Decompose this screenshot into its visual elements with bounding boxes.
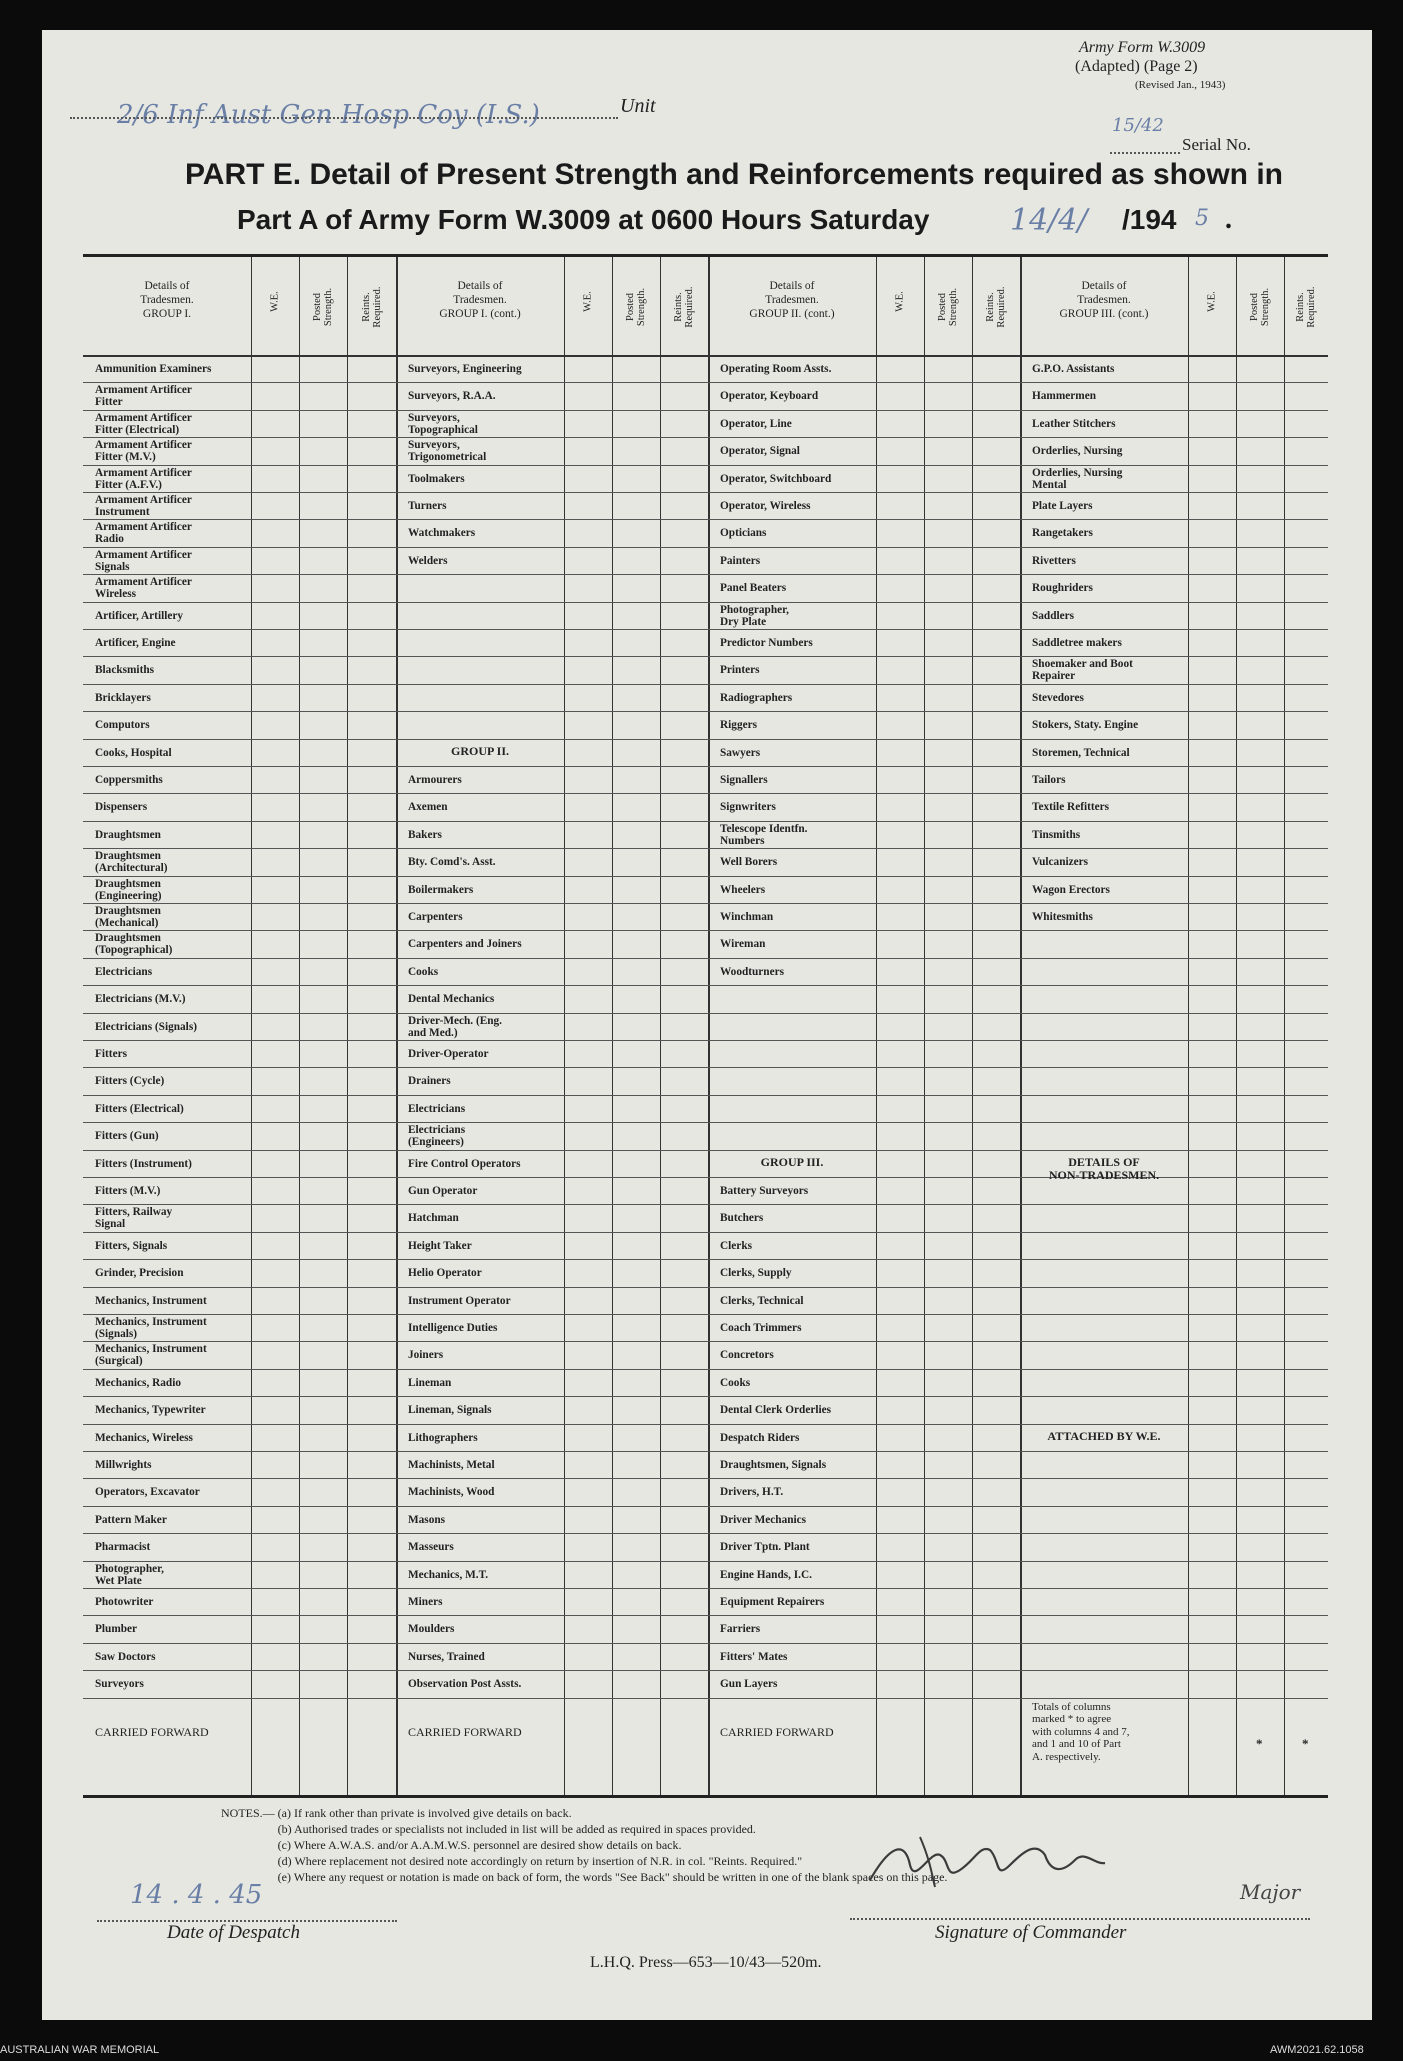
trade-row-label: Dental Clerk Orderlies bbox=[720, 1404, 832, 1417]
trade-row-label: Lineman bbox=[408, 1376, 452, 1389]
trade-row-label: Fitters, Railway Signal bbox=[95, 1206, 173, 1231]
trade-row-label: Mechanics, Typewriter bbox=[95, 1404, 206, 1417]
row-divider bbox=[83, 903, 1328, 904]
trade-row-label: Coach Trimmers bbox=[720, 1322, 802, 1334]
trade-row-label: Surveyors, Topographical bbox=[408, 411, 478, 436]
row-divider bbox=[83, 1013, 1328, 1014]
trade-row-label: Battery Surveyors bbox=[720, 1185, 809, 1197]
trade-row-label: Shoemaker and Boot Repairer bbox=[1032, 658, 1133, 683]
trade-row-label: Fitters' Mates bbox=[720, 1650, 788, 1663]
trade-row-label: Saw Doctors bbox=[95, 1650, 156, 1663]
trade-row-label: Dispensers bbox=[95, 801, 148, 814]
trade-row-label: Cooks bbox=[408, 965, 439, 978]
row-divider bbox=[83, 711, 1328, 712]
handwritten-date: 14/4/ bbox=[1010, 203, 1088, 238]
form-identifier bbox=[1075, 38, 1225, 95]
column-divider bbox=[251, 257, 252, 1795]
trade-row-label: Predictor Numbers bbox=[720, 637, 813, 649]
title-line-1: PART E. Detail of Present Strength and Reinforcements required as shown in bbox=[185, 158, 1283, 191]
trade-row-label: Bty. Comd's. Asst. bbox=[408, 856, 496, 869]
column-group-title: Details of Tradesmen. GROUP III. (cont.) bbox=[1059, 280, 1149, 320]
serial-label: Serial No. bbox=[1182, 135, 1251, 154]
trade-row-label: Hammermen bbox=[1032, 390, 1096, 403]
trade-row-label: Leather Stitchers bbox=[1032, 417, 1116, 430]
row-divider bbox=[83, 1698, 1328, 1699]
unit-dotted-line bbox=[70, 117, 618, 119]
note-d: (d) Where replacement not desired note accordingly on return by insertion of N.R. in col. "Reints. Required." bbox=[277, 1854, 803, 1868]
section-heading: DETAILS OF NON-TRADESMEN. bbox=[1048, 1154, 1160, 1182]
trade-row-label: Photographer, Wet Plate bbox=[95, 1562, 164, 1587]
trade-row-label: Armament Artificer Fitter (A.F.V.) bbox=[95, 466, 192, 491]
trade-row-label: Wheelers bbox=[720, 883, 766, 896]
trade-row-label: Machinists, Wood bbox=[408, 1486, 495, 1499]
trade-row-label: Photographer, Dry Plate bbox=[720, 603, 789, 628]
trade-row-label: Watchmakers bbox=[408, 527, 476, 540]
trade-row-label: Joiners bbox=[408, 1349, 444, 1362]
row-divider bbox=[83, 684, 1328, 685]
trade-row-label: Toolmakers bbox=[408, 472, 465, 485]
trade-row-label: Fitters (M.V.) bbox=[95, 1185, 161, 1197]
trade-row-label: Fitters (Cycle) bbox=[95, 1075, 165, 1088]
trade-row-label: Intelligence Duties bbox=[408, 1322, 498, 1334]
column-subheader: Posted Strength. bbox=[937, 287, 959, 327]
trade-row-label: Turners bbox=[408, 500, 447, 512]
column-divider bbox=[396, 257, 398, 1795]
column-subheader: W.E. bbox=[894, 291, 906, 312]
column-subheader: Reints. Required. bbox=[360, 286, 383, 328]
row-divider bbox=[83, 410, 1328, 411]
date-of-despatch-label: Date of Despatch bbox=[167, 1922, 300, 1943]
row-divider bbox=[83, 602, 1328, 603]
signature-rank: Major bbox=[1240, 1880, 1301, 1904]
trade-row-label: Bricklayers bbox=[95, 691, 151, 704]
trade-row-label: Height Taker bbox=[408, 1239, 472, 1252]
trade-row-label: Hatchman bbox=[408, 1212, 459, 1225]
notes-section bbox=[221, 1805, 947, 1885]
column-divider bbox=[564, 257, 565, 1795]
row-divider bbox=[83, 1232, 1328, 1233]
trade-row-label: Artificer, Engine bbox=[95, 637, 176, 649]
trade-row-label: Helio Operator bbox=[408, 1267, 482, 1280]
trade-row-label: Painters bbox=[720, 554, 761, 567]
strength-table bbox=[83, 254, 1328, 1798]
trade-row-label: Miners bbox=[408, 1596, 443, 1608]
trade-row-label: G.P.O. Assistants bbox=[1032, 363, 1115, 375]
section-heading: GROUP III. bbox=[760, 1154, 824, 1169]
column-subheader: Posted Strength. bbox=[625, 287, 647, 327]
column-group-title: Details of Tradesmen. GROUP II. (cont.) bbox=[749, 280, 835, 320]
trade-row-label: Surveyors, R.A.A. bbox=[408, 390, 496, 403]
trade-row-label: Millwrights bbox=[95, 1459, 152, 1471]
trade-row-label: Surveyors, Trigonometrical bbox=[408, 439, 487, 464]
column-divider bbox=[972, 257, 973, 1795]
year-prefix: /194 bbox=[1122, 204, 1177, 235]
handwritten-despatch-date: 14 . 4 . 45 bbox=[130, 1880, 263, 1910]
serial-dotted-line bbox=[1110, 152, 1180, 154]
column-subheader: W.E. bbox=[269, 291, 281, 312]
trade-row-label: Operator, Switchboard bbox=[720, 472, 832, 485]
trade-row-label: Electricians bbox=[95, 965, 153, 978]
column-divider bbox=[924, 257, 925, 1795]
row-divider bbox=[83, 1067, 1328, 1068]
row-divider bbox=[83, 1122, 1328, 1123]
trade-row-label: Engine Hands, I.C. bbox=[720, 1568, 812, 1581]
row-divider bbox=[83, 492, 1328, 493]
handwritten-year: 5 bbox=[1195, 206, 1209, 231]
trade-row-label: Masons bbox=[408, 1513, 446, 1526]
note-b: (b) Authorised trades or specialists not included in list will be added as required in spaces provided. bbox=[277, 1822, 756, 1836]
row-divider bbox=[83, 1424, 1328, 1425]
form-revised: (Revised Jan., 1943) bbox=[1135, 79, 1226, 91]
trade-row-label: Orderlies, Nursing bbox=[1032, 445, 1123, 458]
trade-row-label: Riggers bbox=[720, 719, 758, 732]
trade-row-label: Operator, Keyboard bbox=[720, 390, 819, 403]
trade-row-label: Draughtsmen (Topographical) bbox=[95, 932, 173, 957]
column-divider bbox=[1020, 257, 1022, 1795]
trade-row-label: Mechanics, Wireless bbox=[95, 1431, 193, 1444]
trade-row-label: Mechanics, M.T. bbox=[408, 1568, 489, 1581]
notes-items bbox=[278, 1805, 948, 1885]
row-divider bbox=[83, 821, 1328, 822]
title-end: . bbox=[1225, 204, 1232, 235]
trade-row-label: Electricians bbox=[408, 1102, 466, 1115]
column-subheader: W.E. bbox=[1206, 291, 1218, 312]
row-divider bbox=[83, 1369, 1328, 1370]
trade-row-label: Instrument Operator bbox=[408, 1294, 511, 1307]
trade-row-label: Gun Layers bbox=[720, 1678, 778, 1691]
row-divider bbox=[83, 1506, 1328, 1507]
trade-row-label: Fitters, Signals bbox=[95, 1239, 168, 1252]
row-divider bbox=[83, 1478, 1328, 1479]
trade-row-label: Armament Artificer Radio bbox=[95, 521, 192, 546]
trade-row-label: Fitters (Electrical) bbox=[95, 1102, 184, 1115]
row-divider bbox=[83, 1588, 1328, 1589]
trade-row-label: Blacksmiths bbox=[95, 664, 155, 677]
row-divider bbox=[83, 519, 1328, 520]
row-divider bbox=[83, 437, 1328, 438]
trade-row-label: Driver Tptn. Plant bbox=[720, 1541, 810, 1554]
trade-row-label: Stevedores bbox=[1032, 691, 1084, 704]
trade-row-label: Armament Artificer Instrument bbox=[95, 494, 192, 518]
carried-forward-label: CARRIED FORWARD bbox=[95, 1724, 209, 1739]
column-divider bbox=[347, 257, 348, 1795]
trade-row-label: Woodturners bbox=[720, 965, 785, 978]
trade-row-label: Ammunition Examiners bbox=[95, 363, 212, 375]
trade-row-label: Electricians (Engineers) bbox=[408, 1124, 466, 1149]
note-a: (a) If rank other than private is involved give details on back. bbox=[277, 1806, 572, 1820]
row-divider bbox=[83, 930, 1328, 931]
row-divider bbox=[83, 1204, 1328, 1205]
trade-row-label: Plumber bbox=[95, 1623, 138, 1636]
trade-row-label: Observation Post Assts. bbox=[408, 1678, 522, 1691]
row-divider bbox=[83, 1040, 1328, 1041]
trade-row-label: Machinists, Metal bbox=[408, 1459, 495, 1471]
trade-row-label: Electricians (M.V.) bbox=[95, 993, 186, 1006]
trade-row-label: Signwriters bbox=[720, 801, 776, 814]
trade-row-label: Surveyors bbox=[95, 1678, 144, 1691]
header-divider bbox=[83, 355, 1328, 357]
trade-row-label: Rangetakers bbox=[1032, 527, 1093, 540]
handwritten-serial: 15/42 bbox=[1112, 115, 1164, 136]
section-heading: GROUP II. bbox=[450, 743, 509, 758]
column-divider bbox=[1236, 257, 1237, 1795]
note-e: (e) Where any request or notation is made on back of form, the words "See Back" should be written in one of the blank spaces on this page. bbox=[277, 1870, 948, 1884]
trade-row-label: Wireman bbox=[720, 938, 766, 951]
watermark-left: AUSTRALIAN WAR MEMORIAL bbox=[0, 2044, 160, 2056]
row-divider bbox=[83, 848, 1328, 849]
signature-of-commander-label: Signature of Commander bbox=[935, 1922, 1127, 1943]
trade-row-label: Operator, Line bbox=[720, 417, 792, 430]
row-divider bbox=[83, 985, 1328, 986]
press-reference: L.H.Q. Press—653—10/43—520m. bbox=[590, 1954, 822, 1971]
row-divider bbox=[83, 1095, 1328, 1096]
trade-row-label: Operator, Signal bbox=[720, 445, 800, 458]
trade-row-label: Stokers, Staty. Engine bbox=[1032, 719, 1139, 732]
column-divider bbox=[660, 257, 661, 1795]
trade-row-label: Pattern Maker bbox=[95, 1513, 167, 1526]
trade-row-label: Draughtsmen, Signals bbox=[720, 1459, 827, 1471]
trade-row-label: Artificer, Artillery bbox=[95, 609, 184, 622]
trade-row-label: Signallers bbox=[720, 774, 768, 786]
row-divider bbox=[83, 1615, 1328, 1616]
column-divider bbox=[1284, 257, 1285, 1795]
trade-row-label: Textile Refitters bbox=[1032, 801, 1110, 814]
trade-row-label: Tailors bbox=[1032, 774, 1066, 786]
handwritten-unit: 2/6 Inf Aust Gen Hosp Coy (I.S.) bbox=[117, 100, 540, 130]
totals-note: Totals of columns marked * to agree with columns 4 and 7, and 1 and 10 of Part A. respectively. bbox=[1032, 1700, 1130, 1763]
trade-row-label: Wagon Erectors bbox=[1032, 883, 1110, 896]
row-divider bbox=[83, 1259, 1328, 1260]
trade-row-label: Armourers bbox=[408, 774, 462, 786]
trade-row-label: Cooks, Hospital bbox=[95, 746, 172, 759]
trade-row-label: Nurses, Trained bbox=[408, 1650, 485, 1663]
watermark-right: AWM2021.62.1058 bbox=[1270, 2044, 1364, 2056]
trade-row-label: Driver-Mech. (Eng. and Med.) bbox=[408, 1014, 503, 1039]
row-divider bbox=[83, 1533, 1328, 1534]
row-divider bbox=[83, 876, 1328, 877]
row-divider bbox=[83, 1451, 1328, 1452]
trade-row-label: Armament Artificer Signals bbox=[95, 548, 192, 573]
trade-row-label: Carpenters and Joiners bbox=[408, 938, 522, 951]
trade-row-label: Farriers bbox=[720, 1623, 761, 1636]
row-divider bbox=[83, 1643, 1328, 1644]
trade-row-label: Opticians bbox=[720, 527, 767, 540]
row-divider bbox=[83, 1396, 1328, 1397]
column-divider bbox=[876, 257, 877, 1795]
trade-row-label: Mechanics, Radio bbox=[95, 1376, 181, 1389]
trade-row-label: Well Borers bbox=[720, 856, 778, 869]
trade-row-label: Concretors bbox=[720, 1349, 774, 1362]
trade-row-label: Saddletree makers bbox=[1032, 637, 1122, 649]
trade-row-label: Cooks bbox=[720, 1376, 751, 1389]
trade-row-label: Electricians (Signals) bbox=[95, 1020, 197, 1033]
notes-label: NOTES.— bbox=[221, 1806, 275, 1820]
column-subheader: Reints. Required. bbox=[1295, 286, 1317, 328]
trade-row-label: Carpenters bbox=[408, 911, 463, 923]
trade-row-label: Operator, Wireless bbox=[720, 500, 811, 512]
row-divider bbox=[83, 465, 1328, 466]
trade-row-label: Masseurs bbox=[408, 1541, 454, 1554]
row-divider bbox=[83, 1314, 1328, 1315]
carried-forward-label: CARRIED FORWARD bbox=[408, 1724, 522, 1739]
trade-row-label: Gun Operator bbox=[408, 1185, 478, 1197]
totals-star: * bbox=[1302, 1735, 1309, 1751]
row-divider bbox=[83, 656, 1328, 657]
column-subheader: Reints. Required. bbox=[985, 286, 1007, 328]
trade-row-label: Draughtsmen (Mechanical) bbox=[95, 905, 161, 929]
row-divider bbox=[83, 1150, 1328, 1151]
trade-row-label: Butchers bbox=[720, 1212, 764, 1225]
commander-signature bbox=[860, 1825, 1160, 1895]
trade-row-label: Panel Beaters bbox=[720, 582, 787, 595]
trade-row-label: Mechanics, Instrument (Surgical) bbox=[95, 1343, 207, 1368]
trade-row-label: Plate Layers bbox=[1032, 500, 1093, 512]
column-subheader: Posted Strength. bbox=[312, 287, 334, 327]
row-divider bbox=[83, 1287, 1328, 1288]
trade-row-label: Drivers, H.T. bbox=[720, 1486, 784, 1499]
trade-row-label: Storemen, Technical bbox=[1032, 746, 1130, 759]
column-subheader: Reints. Required. bbox=[673, 286, 695, 328]
trade-row-label: Operators, Excavator bbox=[95, 1486, 200, 1499]
trade-row-label: Draughtsmen (Engineering) bbox=[95, 877, 162, 902]
row-divider bbox=[83, 766, 1328, 767]
trade-row-label: Pharmacist bbox=[95, 1541, 151, 1554]
column-group-title: Details of Tradesmen. GROUP I. (cont.) bbox=[439, 280, 521, 320]
row-divider bbox=[83, 958, 1328, 959]
trade-row-label: Fitters (Gun) bbox=[95, 1130, 159, 1143]
section-heading: ATTACHED BY W.E. bbox=[1047, 1428, 1161, 1443]
trade-row-label: Fitters bbox=[95, 1048, 127, 1060]
signature-dotted-line bbox=[850, 1918, 1310, 1920]
row-divider bbox=[83, 1670, 1328, 1671]
column-subheader: W.E. bbox=[582, 291, 594, 312]
trade-row-label: Armament Artificer Fitter (Electrical) bbox=[95, 411, 192, 436]
trade-row-label: Mechanics, Instrument bbox=[95, 1294, 207, 1307]
form-name: Army Form W.3009 bbox=[1079, 39, 1206, 56]
trade-row-label: Despatch Riders bbox=[720, 1431, 800, 1444]
trade-row-label: Computors bbox=[95, 719, 150, 732]
column-divider bbox=[299, 257, 300, 1795]
trade-row-label: Moulders bbox=[408, 1623, 455, 1636]
column-subheader: Posted Strength. bbox=[1249, 287, 1271, 327]
trade-row-label: Rivetters bbox=[1032, 554, 1076, 567]
trade-row-label: Dental Mechanics bbox=[408, 993, 495, 1006]
trade-row-label: Sawyers bbox=[720, 746, 761, 759]
trade-row-label: Operating Room Assts. bbox=[720, 363, 832, 375]
trade-row-label: Fire Control Operators bbox=[408, 1157, 521, 1170]
column-divider bbox=[1188, 257, 1189, 1795]
row-divider bbox=[83, 739, 1328, 740]
trade-row-label: Mechanics, Instrument (Signals) bbox=[95, 1316, 207, 1340]
trade-row-label: Driver Mechanics bbox=[720, 1513, 807, 1526]
column-divider bbox=[612, 257, 613, 1795]
totals-star: * bbox=[1256, 1735, 1263, 1751]
row-divider bbox=[83, 1341, 1328, 1342]
title-line-2: Part A of Army Form W.3009 at 0600 Hours Saturday bbox=[237, 204, 930, 235]
row-divider bbox=[83, 1561, 1328, 1562]
trade-row-label: Clerks, Technical bbox=[720, 1294, 804, 1307]
trade-row-label: Printers bbox=[720, 664, 760, 677]
row-divider bbox=[83, 382, 1328, 383]
trade-row-label: Whitesmiths bbox=[1032, 911, 1093, 923]
trade-row-label: Lineman, Signals bbox=[408, 1404, 492, 1417]
trade-row-label: Photowriter bbox=[95, 1596, 154, 1608]
trade-row-label: Vulcanizers bbox=[1032, 856, 1089, 869]
trade-row-label: Drainers bbox=[408, 1075, 451, 1088]
unit-label: Unit bbox=[620, 95, 656, 117]
trade-row-label: Axemen bbox=[408, 801, 448, 814]
trade-row-label: Welders bbox=[408, 554, 448, 567]
trade-row-label: Winchman bbox=[720, 911, 774, 923]
trade-row-label: Orderlies, Nursing Mental bbox=[1032, 466, 1123, 491]
trade-row-label: Roughriders bbox=[1032, 582, 1093, 595]
row-divider bbox=[83, 793, 1328, 794]
trade-row-label: Equipment Repairers bbox=[720, 1596, 825, 1608]
trade-row-label: Lithographers bbox=[408, 1431, 478, 1444]
column-divider bbox=[708, 257, 710, 1795]
trade-row-label: Driver-Operator bbox=[408, 1048, 489, 1060]
trade-row-label: Armament Artificer Fitter bbox=[95, 384, 192, 409]
carried-forward-label: CARRIED FORWARD bbox=[720, 1724, 834, 1739]
trade-row-label: Grinder, Precision bbox=[95, 1267, 184, 1280]
trade-row-label: Clerks, Supply bbox=[720, 1267, 792, 1280]
trade-row-label: Draughtsmen (Architectural) bbox=[95, 850, 168, 875]
trade-row-label: Clerks bbox=[720, 1239, 753, 1252]
trade-row-label: Telescope Identfn. Numbers bbox=[720, 822, 808, 847]
trade-row-label: Armament Artificer Wireless bbox=[95, 576, 192, 601]
trade-row-label: Boilermakers bbox=[408, 883, 474, 896]
trade-row-label: Bakers bbox=[408, 828, 442, 841]
form-adapted: (Adapted) (Page 2) bbox=[1075, 58, 1198, 75]
trade-row-label: Radiographers bbox=[720, 691, 793, 704]
row-divider bbox=[83, 629, 1328, 630]
trade-row-label: Tinsmiths bbox=[1032, 828, 1081, 841]
trade-row-label: Fitters (Instrument) bbox=[95, 1157, 192, 1170]
trade-row-label: Coppersmiths bbox=[95, 774, 163, 786]
note-c: (c) Where A.W.A.S. and/or A.A.M.W.S. personnel are desired show details on back. bbox=[277, 1838, 682, 1852]
trade-row-label: Armament Artificer Fitter (M.V.) bbox=[95, 439, 192, 464]
row-divider bbox=[83, 547, 1328, 548]
trade-row-label: Surveyors, Engineering bbox=[408, 363, 522, 375]
row-divider bbox=[83, 574, 1328, 575]
trade-row-label: Saddlers bbox=[1032, 609, 1075, 622]
trade-row-label: Draughtsmen bbox=[95, 828, 161, 841]
column-group-title: Details of Tradesmen. GROUP I. bbox=[140, 280, 194, 320]
